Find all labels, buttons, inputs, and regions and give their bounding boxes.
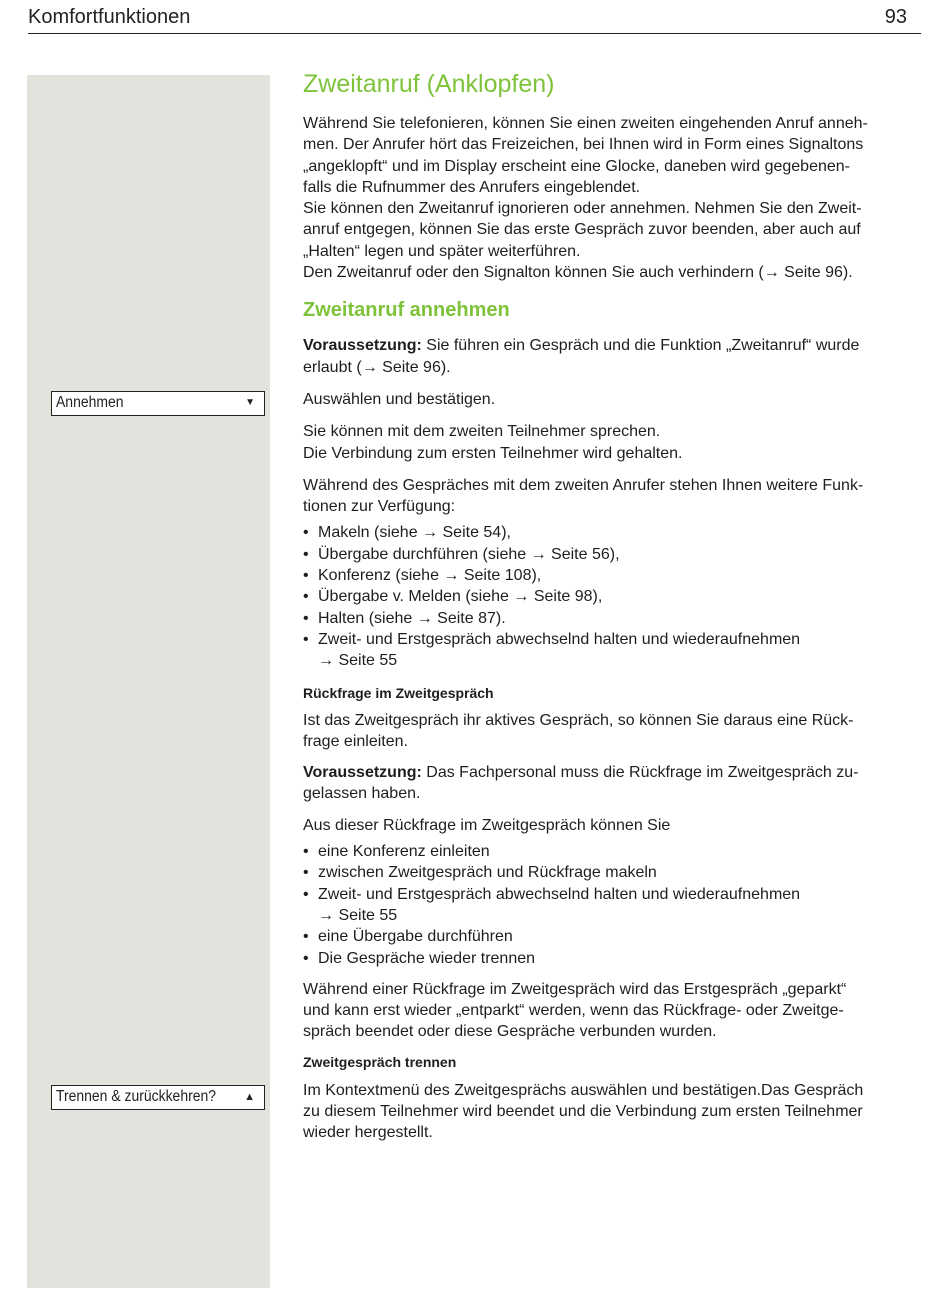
list-item: • zwischen Zweitgespräch und Rückfrage makeln bbox=[303, 862, 923, 883]
more-line: Während des Gespräches mit dem zweiten Anrufer stehen Ihnen weitere Funk- bbox=[303, 476, 864, 494]
intro-line: Während Sie telefonieren, können Sie einen zweiten eingehenden Anruf anneh- bbox=[303, 115, 868, 132]
park-line: Während einer Rückfrage im Zweitgespräch wird das Erstgespräch „geparkt“ bbox=[303, 980, 847, 998]
consult-bullets bbox=[303, 841, 923, 969]
intro-line: Sie können den Zweitanruf ignorieren oder annehmen. Nehmen Sie den Zweit- bbox=[303, 200, 862, 218]
prereq-label: Voraussetzung: bbox=[303, 337, 422, 355]
accept-more bbox=[303, 475, 923, 518]
separate-line: Im Kontextmenü des Zweitgesprächs auswählen und bestätigen.Das Gespräch bbox=[303, 1081, 864, 1099]
section-title: Zweitanruf (Anklopfen) bbox=[303, 70, 555, 98]
list-item-text: Zweit- und Erstgespräch abwechselnd halten und wiederaufnehmen bbox=[318, 630, 801, 648]
page-number: 93 bbox=[884, 6, 907, 28]
chevron-up-icon: ▲ bbox=[244, 1091, 255, 1103]
prereq-text: erlaubt (→ Seite 96). bbox=[303, 358, 451, 376]
menu-trennen[interactable] bbox=[51, 1085, 265, 1110]
chevron-down-icon: ▼ bbox=[245, 397, 255, 408]
intro-line: „Halten“ legen und später weiterführen. bbox=[303, 242, 581, 260]
prereq-text: Sie führen ein Gespräch und die Funktion „Zweitanruf“ wurde bbox=[421, 337, 860, 355]
consult-title: Rückfrage im Zweitgespräch bbox=[303, 684, 494, 701]
prereq-text: Das Fachpersonal muss die Rückfrage im Zweitgespräch zu- bbox=[421, 764, 859, 782]
intro-line: „angeklopft“ und im Display erscheint eine Glocke, daneben wird gegebenen- bbox=[303, 157, 850, 175]
page-header bbox=[28, 6, 921, 34]
separate-line: wieder hergestellt. bbox=[303, 1124, 433, 1142]
prereq-label: Voraussetzung: bbox=[303, 764, 422, 782]
chapter-title: Komfortfunktionen bbox=[28, 6, 191, 28]
more-line: tionen zur Verfügung: bbox=[303, 498, 456, 516]
accept-step: Auswählen und bestätigen. bbox=[303, 390, 496, 408]
intro-line: falls die Rufnummer des Anrufers eingeblendet. bbox=[303, 178, 641, 196]
sidebar-column bbox=[27, 75, 270, 1288]
list-item: • Konferenz (siehe → Seite 108), bbox=[303, 565, 923, 586]
list-item-text: → Seite 55 bbox=[318, 652, 398, 670]
consult-can: Aus dieser Rückfrage im Zweitgespräch können Sie bbox=[303, 816, 671, 834]
consult-intro bbox=[303, 710, 923, 753]
list-item-text: Zweit- und Erstgespräch abwechselnd halten und wiederaufnehmen bbox=[318, 885, 801, 903]
list-item: • Übergabe durchführen (siehe → Seite 56), bbox=[303, 544, 923, 565]
consult-park bbox=[303, 979, 923, 1043]
intro-line: men. Der Anrufer hört das Freizeichen, bei Ihnen wird in Form eines Signaltons bbox=[303, 136, 864, 154]
info-line: Die Verbindung zum ersten Teilnehmer wird gehalten. bbox=[303, 444, 683, 462]
list-item: • eine Konferenz einleiten bbox=[303, 841, 923, 862]
consult-line: Ist das Zweitgespräch ihr aktives Gespräch, so können Sie daraus eine Rück- bbox=[303, 711, 854, 729]
consult-prereq bbox=[303, 762, 923, 805]
menu-annehmen[interactable] bbox=[51, 391, 265, 416]
accept-title: Zweitanruf annehmen bbox=[303, 299, 510, 322]
list-item-text: → Seite 55 bbox=[318, 906, 398, 924]
intro-line: Den Zweitanruf oder den Signalton können Sie auch verhindern (→ Seite 96). bbox=[303, 264, 853, 282]
intro-paragraph bbox=[303, 113, 923, 283]
list-item bbox=[303, 629, 923, 672]
park-line: spräch beendet oder diese Gespräche verbunden wurden. bbox=[303, 1023, 717, 1041]
main-content bbox=[303, 69, 923, 1144]
list-item bbox=[303, 884, 923, 927]
accept-info bbox=[303, 421, 923, 464]
intro-line: anruf entgegen, können Sie das erste Gespräch zuvor beenden, aber auch auf bbox=[303, 221, 861, 239]
menu-annehmen-label: Annehmen bbox=[56, 394, 124, 411]
list-item: • Makeln (siehe → Seite 54), bbox=[303, 522, 923, 543]
consult-line: frage einleiten. bbox=[303, 732, 408, 750]
menu-trennen-label: Trennen & zurückkehren? bbox=[56, 1088, 217, 1105]
separate-line: zu diesem Teilnehmer wird beendet und die Verbindung zum ersten Teilnehmer bbox=[303, 1102, 863, 1120]
prereq-text: gelassen haben. bbox=[303, 785, 421, 803]
accept-prereq bbox=[303, 335, 923, 378]
separate-title: Zweitgespräch trennen bbox=[303, 1053, 457, 1070]
list-item: • Übergabe v. Melden (siehe → Seite 98), bbox=[303, 586, 923, 607]
list-item: • Halten (siehe → Seite 87). bbox=[303, 608, 923, 629]
accept-bullets bbox=[303, 522, 923, 671]
info-line: Sie können mit dem zweiten Teilnehmer sprechen. bbox=[303, 423, 661, 441]
separate-text bbox=[303, 1080, 923, 1144]
park-line: und kann erst wieder „entparkt“ werden, wenn das Rückfrage- oder Zweitge- bbox=[303, 1002, 844, 1020]
list-item: • eine Übergabe durchführen bbox=[303, 926, 923, 947]
list-item: • Die Gespräche wieder trennen bbox=[303, 948, 923, 969]
